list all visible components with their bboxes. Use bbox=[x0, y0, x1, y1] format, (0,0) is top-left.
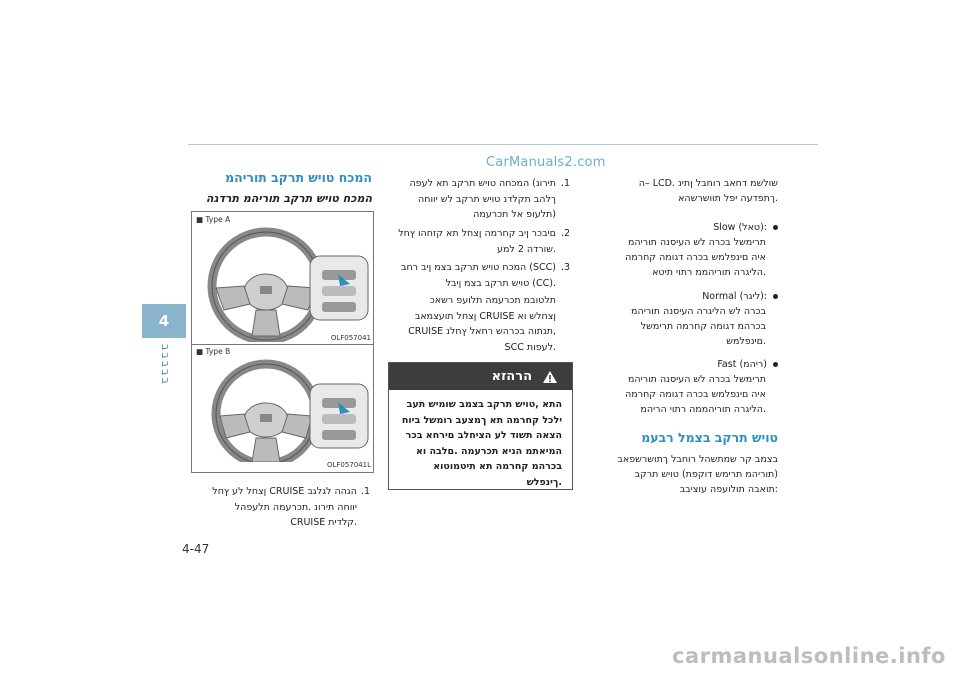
bullet-slow bbox=[592, 220, 778, 280]
left-item-line: הגהה לגלגב CRUISE ןצחל לע ץחל bbox=[212, 486, 357, 497]
bullet-line: איה םינפלמש בכרה דגומה קחרמה bbox=[625, 389, 766, 400]
warning-line: .ךינפלש bbox=[526, 476, 562, 488]
steering-wheel-figure bbox=[191, 211, 374, 473]
warning-body bbox=[389, 390, 572, 490]
chapter-label: בבבבב bbox=[159, 344, 172, 386]
mid-extra-line: תלטובמ תכרעמה תלועפ רשאכ bbox=[429, 295, 556, 306]
mid-item-line: תירונ) המכחה טויש תרקב תא לעפה bbox=[409, 178, 556, 189]
section-title-right: טויש תרקב בצמל רבעמ bbox=[641, 430, 778, 445]
section-subtitle-left: המכח טויש תרקב תוריהמ תרדגה bbox=[205, 192, 372, 205]
warning-title: הרהזא bbox=[491, 369, 532, 384]
watermark-top: CarManuals2.com bbox=[486, 155, 606, 170]
mid-extra-line: ,תנתוה בכרהש רחאל ץחלנ CRUISE bbox=[408, 326, 556, 337]
steering-wheel-type-a-illustration bbox=[194, 226, 370, 342]
watermark-bottom: carmanualsonline.info bbox=[672, 644, 946, 668]
bullet-dot-icon bbox=[773, 362, 778, 367]
right-section-text bbox=[592, 452, 778, 497]
warning-header bbox=[389, 363, 572, 390]
warning-box bbox=[388, 362, 573, 490]
figure-type-b-label: ■ Type B bbox=[196, 347, 231, 356]
bullet-line: תרימשל בכרה לש העיסנה תוריהמ bbox=[627, 237, 766, 248]
bullet-fast bbox=[592, 357, 778, 417]
warning-line: הצאה תשוד לע הציחלב םירחא בכר bbox=[405, 430, 562, 441]
figure-code-a: OLF057041 bbox=[330, 334, 371, 342]
left-item-text bbox=[191, 484, 357, 531]
warning-line: התא ,טויש תרקב בצמב שומיש תעב bbox=[406, 399, 562, 410]
mid-item-line: ךלהב תקלדנ טויש תרקב לש יווחה bbox=[418, 193, 556, 205]
mid-item-line: (תלעופ אל תכרעמה bbox=[473, 209, 556, 220]
bullet-line: .םינפלמש bbox=[726, 336, 766, 347]
mid-item-number: .1 bbox=[561, 178, 571, 189]
bullet-line: .הליגרה תוריהממ רתוי תיטא bbox=[652, 267, 766, 278]
bullet-normal bbox=[592, 289, 778, 349]
page-number: 4-47 bbox=[182, 542, 210, 556]
left-item-number: .1 bbox=[361, 486, 371, 497]
bullet-head: (ריהמ) Fast bbox=[717, 359, 767, 370]
mid-item-number: .3 bbox=[561, 262, 571, 273]
mid-item-line: םיבכר ןיב קחרמה ןצחל תא קזחהו ץחל bbox=[398, 228, 556, 239]
figure-type-a-label: ■ Type A bbox=[196, 215, 231, 224]
steering-wheel-type-b-illustration bbox=[194, 358, 370, 462]
right-intro bbox=[592, 176, 778, 206]
figure-divider bbox=[192, 344, 373, 345]
bullet-line: איה םינפלמש בכרה דגומה קחרמה bbox=[625, 252, 766, 263]
right-section-line: (תוריהמ תרימש דוקפת) טויש תרקב bbox=[634, 469, 778, 480]
bullet-line: .הליגרה תוריהממה רתוי הריהמ bbox=[640, 404, 766, 415]
mid-item-line: .(CC) טויש תרקב בצמ ןיבל bbox=[445, 277, 556, 289]
bullet-head: :(טאל) Slow bbox=[713, 222, 767, 233]
right-section-line: בצמב קר שמתשהל רוחבל ךתושרשפאב bbox=[617, 454, 778, 465]
section-title-left: המכח טויש תרקב תוריהמ bbox=[225, 170, 372, 185]
right-intro-line: שולשמ דחאב רוחבל ןתינ .LCD –ה bbox=[638, 178, 778, 189]
mid-item-2-text bbox=[388, 226, 556, 257]
bullet-line: בכרה לש הליגרה העיסנה תוריהמ bbox=[631, 306, 766, 317]
chapter-number: 4 bbox=[142, 304, 186, 338]
mid-item-1-text bbox=[388, 176, 556, 223]
warning-line: בכרהמ קחרמה תא תיטמוטוא bbox=[433, 461, 562, 472]
figure-code-b: OLF057041L bbox=[326, 461, 371, 469]
mid-extra-text bbox=[388, 293, 556, 355]
right-section-line: :תואבה תולועפה עוציבב bbox=[679, 484, 778, 495]
left-item-line: .קלדית CRUISE bbox=[290, 517, 357, 528]
right-intro-line: .ךתפדעה יפל תוושרשהא bbox=[678, 193, 778, 204]
mid-item-line: .שורדה 2 למע bbox=[497, 243, 556, 255]
bullet-dot-icon bbox=[773, 225, 778, 230]
bullet-dot-icon bbox=[773, 294, 778, 299]
left-item-line: יווחה תירונ .תכרעמה תלעפהל bbox=[234, 501, 357, 513]
bullet-line: תרימשל בכרה לש העיסנה תוריהמ bbox=[627, 374, 766, 385]
bullet-line: בכרהמ דגומה קחרמה תרימשל bbox=[640, 321, 766, 332]
warning-line: המיאתמ הניא תכרעמה .םלבה וא bbox=[415, 445, 562, 457]
mid-item-3-text bbox=[388, 260, 556, 291]
warning-triangle-icon bbox=[542, 370, 558, 384]
mid-item-number: .2 bbox=[561, 228, 571, 239]
mid-item-line: (SCC) המכח טויש תרקב בצמ ןיב רחב bbox=[400, 262, 556, 273]
mid-extra-line: ןצחלש וא CRUISE ןצחל תועצמאב bbox=[414, 310, 556, 322]
bullet-head: :(ליגר) Normal bbox=[702, 291, 767, 302]
warning-line: ילכל קחרמה תא ךמצעב רומשל ביוח bbox=[401, 414, 562, 426]
mid-extra-line: .לעפות SCC bbox=[504, 341, 556, 353]
top-divider bbox=[188, 144, 818, 145]
